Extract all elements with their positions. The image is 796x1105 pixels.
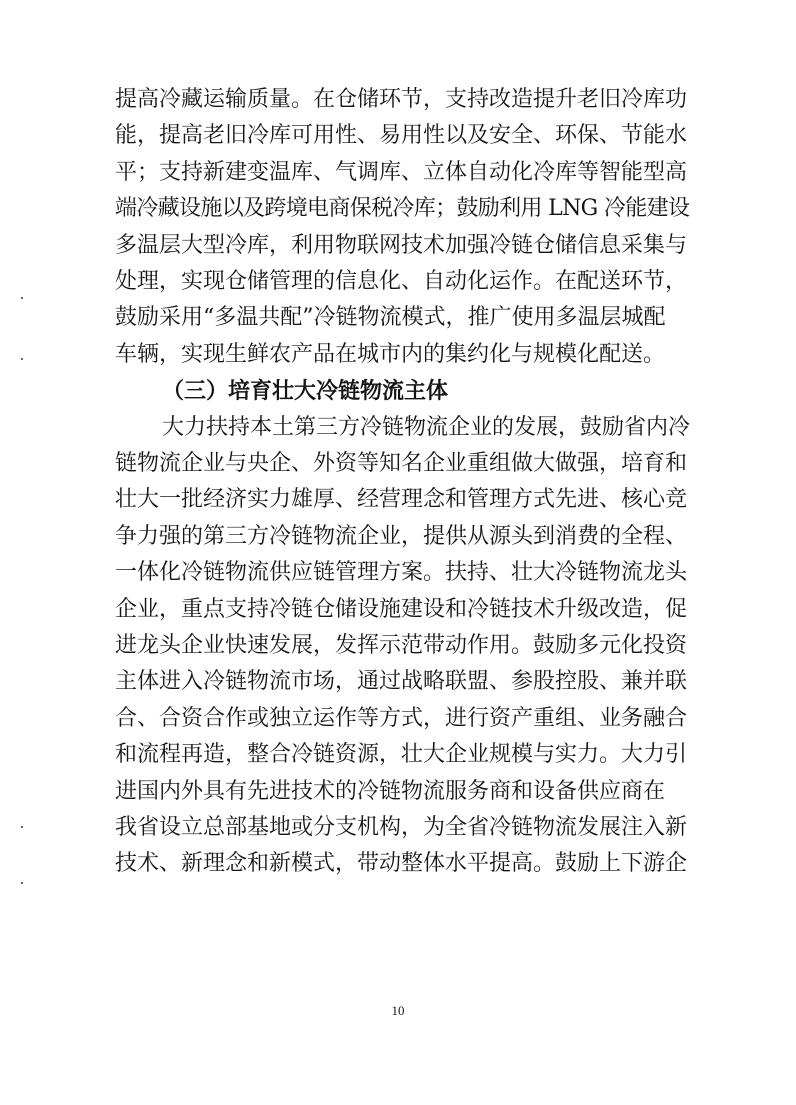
- body-line-20: 进国内外具有先进技术的冷链物流服务商和设备供应商在: [115, 779, 666, 804]
- body-line-18: 合、合资合作或独立运作等方式，进行资产重组、业务融合: [115, 706, 688, 731]
- margin-dot: [21, 826, 23, 828]
- section-heading: （三）培育壮大冷链物流主体: [162, 378, 449, 404]
- margin-dot: [21, 882, 23, 884]
- body-line-13: 争力强的第三方冷链物流企业，提供从源头到消费的全程、: [115, 524, 688, 549]
- body-line-16: 进龙头企业快速发展，发挥示范带动作用。鼓励多元化投资: [115, 633, 688, 658]
- body-line-12: 壮大一批经济实力雄厚、经营理念和管理方式先进、核心竞: [115, 487, 688, 512]
- margin-dot: [21, 297, 23, 299]
- body-line-1: 提高冷藏运输质量。在仓储环节，支持改造提升老旧冷库功: [115, 87, 688, 112]
- paragraph-first-line: 大力扶持本土第三方冷链物流企业的发展，鼓励省内冷: [162, 415, 691, 440]
- body-line-7: 鼓励采用“多温共配”冷链物流模式，推广使用多温层城配: [115, 305, 666, 330]
- body-line-15: 企业，重点支持冷链仓储设施建设和冷链技术升级改造，促: [115, 597, 688, 622]
- page-number: 10: [391, 1003, 405, 1018]
- body-line-11: 链物流企业与央企、外资等知名企业重组做大做强，培育和: [115, 451, 688, 476]
- body-line-4: 端冷藏设施以及跨境电商保税冷库；鼓励利用 LNG 冷能建设: [115, 196, 690, 221]
- body-line-8: 车辆，实现生鲜农产品在城市内的集约化与规模化配送。: [115, 342, 666, 367]
- margin-dot: [21, 358, 23, 360]
- body-line-6: 处理，实现仓储管理的信息化、自动化运作。在配送环节，: [115, 269, 688, 294]
- body-line-2: 能，提高老旧冷库可用性、易用性以及安全、环保、节能水: [115, 123, 688, 148]
- body-line-21: 我省设立总部基地或分支机构，为全省冷链物流发展注入新: [115, 815, 688, 840]
- body-line-19: 和流程再造，整合冷链资源，壮大企业规模与实力。大力引: [115, 742, 688, 767]
- body-line-22: 技术、新理念和新模式，带动整体水平提高。鼓励上下游企: [115, 851, 688, 876]
- body-line-3: 平；支持新建变温库、气调库、立体自动化冷库等智能型高: [115, 160, 688, 185]
- body-line-14: 一体化冷链物流供应链管理方案。扶持、壮大冷链物流龙头: [115, 560, 688, 585]
- body-line-5: 多温层大型冷库，利用物联网技术加强冷链仓储信息采集与: [115, 233, 688, 258]
- body-line-17: 主体进入冷链物流市场，通过战略联盟、参股控股、兼并联: [115, 669, 688, 694]
